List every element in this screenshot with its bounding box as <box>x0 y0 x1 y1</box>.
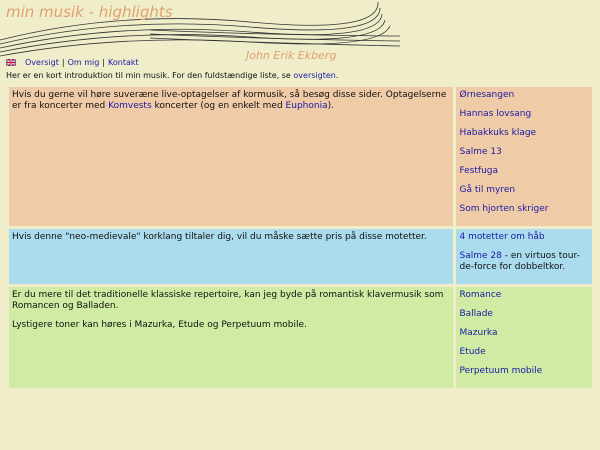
link-salme-28[interactable]: Salme 28 <box>459 251 502 261</box>
section-medieval-description: Hvis denne "neo-medievale" korklang tiltaler dig, vil du måske sætte pris på disse motetter. <box>9 229 453 284</box>
link-festfuga[interactable]: Festfuga <box>459 166 499 176</box>
classical-paragraph-2: Lystigere toner kan høres i Mazurka, Etude og Perpetuum mobile. <box>12 320 307 330</box>
link-komvests[interactable]: Komvests <box>108 101 152 111</box>
highlights-table <box>6 84 595 391</box>
link-salme-13[interactable]: Salme 13 <box>459 147 502 157</box>
link-euphonia[interactable]: Euphonia <box>285 101 328 111</box>
link-romance[interactable]: Romance <box>459 290 502 300</box>
link-etude[interactable]: Etude <box>459 347 486 357</box>
link-som-hjorten-skriger[interactable]: Som hjorten skriger <box>459 204 549 214</box>
nav-link-om-mig[interactable]: Om mig <box>67 58 100 67</box>
link-oversigten[interactable]: oversigten <box>293 71 336 80</box>
nav-separator: | <box>102 58 105 67</box>
site-title: min musik - highlights <box>6 3 173 21</box>
link-ga-til-myren[interactable]: Gå til myren <box>459 185 516 195</box>
section-classical-links <box>456 287 592 388</box>
nav-link-kontakt[interactable]: Kontakt <box>108 58 139 67</box>
link-ballade[interactable]: Ballade <box>459 309 493 319</box>
section-live-links <box>456 87 592 226</box>
classical-paragraph-1: Er du mere til det traditionelle klassiske repertoire, kan jeg byde på romantisk klavermusik som Romancen og Balladen. <box>12 290 444 311</box>
link-perpetuum-mobile[interactable]: Perpetuum mobile <box>459 366 543 376</box>
nav-link-oversigt[interactable]: Oversigt <box>25 58 59 67</box>
section-medieval <box>9 229 592 284</box>
author-name: John Erik Ekberg <box>246 49 337 62</box>
link-habakkuks-klage[interactable]: Habakkuks klage <box>459 128 537 138</box>
section-live-description: Hvis du gerne vil høre suveræne live-optagelser af kormusik, så besøg disse sider. Optagelserne er fra koncerter med Komvests koncerter (og en enkelt med Euphonia). <box>9 87 453 226</box>
top-nav <box>6 58 139 67</box>
nav-separator: | <box>61 58 65 67</box>
intro-text: Her er en kort introduktion til min musik. For den fuldstændige liste, se oversigten. <box>6 71 339 80</box>
list-item: Salme 28 - en virtuos tour-de-force for dobbeltkor. <box>459 251 580 272</box>
section-classical-description <box>9 287 453 388</box>
uk-flag-icon[interactable] <box>6 59 16 66</box>
link-ornesangen[interactable]: Ørnesangen <box>459 90 515 100</box>
link-mazurka[interactable]: Mazurka <box>459 328 498 338</box>
link-4-motetter[interactable]: 4 motetter om håb <box>459 232 545 242</box>
section-live-recordings <box>9 87 592 226</box>
section-medieval-links <box>456 229 592 284</box>
link-hannas-lovsang[interactable]: Hannas lovsang <box>459 109 532 119</box>
section-classical <box>9 287 592 388</box>
